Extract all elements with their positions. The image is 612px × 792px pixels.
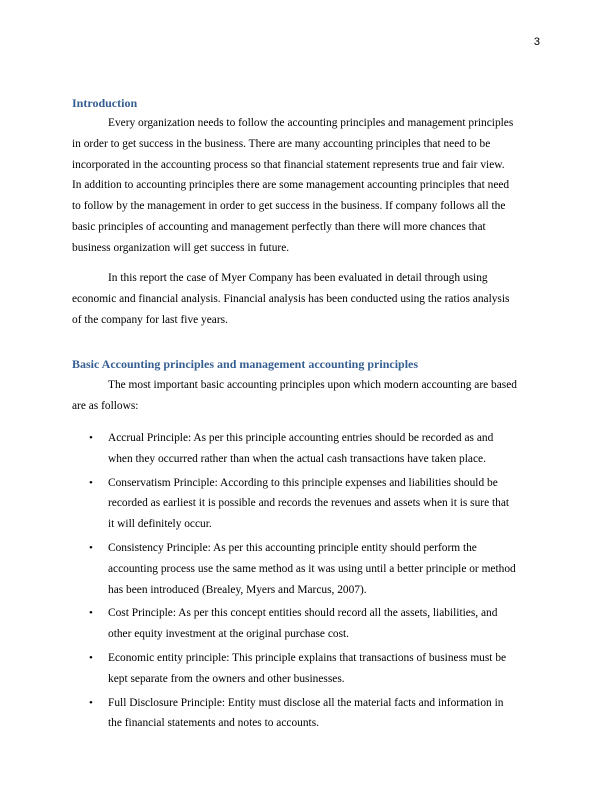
- text-line: business organization will get success in future.: [72, 241, 290, 254]
- bullet-icon: •: [89, 696, 93, 709]
- text-line: Conservatism Principle: According to this principle expenses and liabilities should be: [108, 476, 498, 489]
- text-line: basic principles of accounting and management perfectly than there will more chances that: [72, 220, 486, 233]
- text-line: Cost Principle: As per this concept entities should record all the assets, liabilities, and: [108, 607, 498, 620]
- text-line: other equity investment at the original purchase cost.: [108, 628, 350, 641]
- list-item-cost-principle: [72, 603, 544, 645]
- section-heading-introduction: Introduction: [72, 96, 138, 110]
- list-item-economic-entity-principle: [72, 648, 544, 690]
- text-line: to follow by the management in order to get success in the business. If company follows all the: [72, 200, 506, 213]
- text-line: of the company for last five years.: [72, 313, 228, 326]
- text-line: when they occurred rather than when the actual cash transactions have taken place.: [108, 452, 486, 465]
- bullet-icon: •: [89, 607, 93, 620]
- text-line: Every organization needs to follow the accounting principles and management principles: [108, 117, 514, 129]
- intro-paragraph-2: [72, 268, 544, 330]
- list-item-full-disclosure-principle: [72, 693, 544, 735]
- text-line: in order to get success in the business. There are many accounting principles that need to be: [72, 137, 491, 150]
- text-line: Full Disclosure Principle: Entity must disclose all the material facts and information in: [108, 696, 504, 709]
- list-item-accrual-principle: [72, 428, 544, 470]
- text-line: it will definitely occur.: [108, 518, 212, 531]
- section-heading-accounting-principles: Basic Accounting principles and management accounting principles: [72, 357, 419, 371]
- list-item-consistency-principle: [72, 538, 544, 600]
- text-line: Consistency Principle: As per this accounting principle entity should perform the: [108, 541, 477, 554]
- text-line: In this report the case of Myer Company has been evaluated in detail through using: [108, 272, 488, 284]
- bullet-icon: •: [89, 476, 93, 489]
- text-line: accounting process use the same method as it was using until a better principle or method: [108, 562, 516, 575]
- bullet-icon: •: [89, 541, 93, 554]
- bullet-icon: •: [89, 651, 93, 664]
- text-line: In addition to accounting principles there are some management accounting principles that need: [72, 179, 510, 192]
- bullet-icon: •: [89, 432, 93, 444]
- text-line: kept separate from the owners and other businesses.: [108, 672, 345, 685]
- text-line: has been introduced (Brealey, Myers and Marcus, 2007).: [108, 583, 367, 596]
- text-line: the financial statements and notes to accounts.: [108, 717, 319, 730]
- principles-bullet-list: [72, 428, 544, 737]
- page-number: 3: [533, 36, 540, 48]
- text-line: economic and financial analysis. Financial analysis has been conducted using the ratios analysis: [72, 292, 510, 305]
- text-line: Accrual Principle: As per this principle accounting entries should be recorded as and: [108, 432, 494, 444]
- text-line: are as follows:: [72, 399, 139, 412]
- text-line: recorded as earliest it is possible and records the revenues and assets when it is sure that: [108, 497, 510, 510]
- text-line: The most important basic accounting principles upon which modern accounting are based: [108, 379, 517, 391]
- text-line: incorporated in the accounting process so that financial statement represents true and fair view.: [72, 158, 505, 171]
- intro-paragraph-1: [72, 113, 544, 259]
- principles-intro-paragraph: [72, 375, 544, 417]
- list-item-conservatism-principle: [72, 473, 544, 535]
- text-line: Economic entity principle: This principle explains that transactions of business must be: [108, 651, 507, 664]
